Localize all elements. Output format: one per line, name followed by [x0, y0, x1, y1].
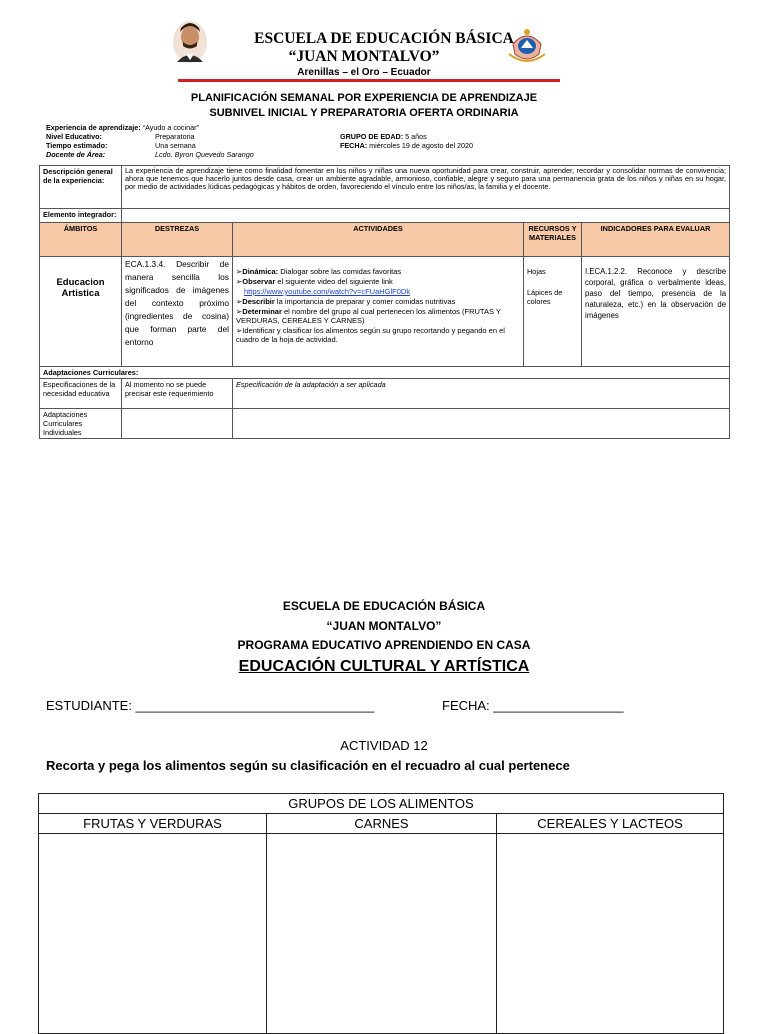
activity-item: ➢Dinámica: Dialogar sobre las comidas favoritas	[236, 267, 402, 276]
group-header-fruits: FRUTAS Y VERDURAS	[39, 814, 267, 834]
header-divider	[178, 79, 560, 82]
crest-icon	[505, 24, 549, 68]
teacher-label: Docente de Área:	[46, 150, 106, 159]
activity-title: ACTIVIDAD 12	[340, 738, 428, 753]
meats-paste-area[interactable]	[267, 834, 497, 1034]
experience-row	[46, 123, 199, 132]
destreza-cell: ECA.1.3.4. Describir de manera sencilla los significados de imágenes del contexto próximo (ingredientes de cosina) que forman parte del entorno	[122, 257, 233, 367]
food-groups-table	[38, 793, 724, 1034]
student-line: _________________________________	[135, 698, 375, 713]
group-header-cereals: CEREALES Y LACTEOS	[497, 814, 724, 834]
description-label: Descripción general de la experiencia:	[40, 166, 122, 209]
sheet-date-label: FECHA:	[442, 698, 490, 713]
spec-label: Especificaciones de la necesidad educativa	[40, 379, 122, 409]
sheet-subject: EDUCACIÓN CULTURAL Y ARTÍSTICA	[238, 658, 530, 675]
sheet-school-name: ESCUELA DE EDUCACIÓN BÁSICA	[282, 599, 486, 613]
cereals-paste-area[interactable]	[497, 834, 724, 1034]
description-value: La experiencia de aprendizaje tiene como finalidad fomentar en los niños y niñas una nueva oportunidad para crear, construir, aprender, recordar y consolidar normas de convivencia; ahora que tenemos que hacerlo juntos desde casa, crear un ambiente agradable, armonioso, confiable, alegre y seguro para una permanencia grata de los niños y niñas en su hogar, por medio de actividades lúdicas pedagógicas y hábitos de orden, favoreciendo el vínculo entre los niños/as, la familia y el docente.	[122, 166, 730, 209]
food-groups-title: GRUPOS DE LOS ALIMENTOS	[39, 794, 724, 814]
teacher-value: Lcdo. Byron Quevedo Sarango	[155, 150, 254, 159]
col-ambitos: ÁMBITOS	[40, 223, 122, 257]
activity-item: ➢Describir la importancia de preparar y comer comidas nutritivas	[236, 297, 456, 306]
school-location: Arenillas – el Oro – Ecuador	[297, 67, 431, 78]
date-row	[340, 141, 473, 150]
date-field[interactable]	[442, 698, 623, 713]
indicator-cell: I.ECA.1.2.2. Reconoce y describe corporal, gráfica o verbalmente ideas, paso del tiempo, presencia de la naturaleza, etc.) en la observación de imágenes	[582, 257, 730, 367]
activity-instruction: Recorta y pega los alimentos según su clasificación en el recuadro al cual pertenece	[46, 758, 570, 773]
activity-link-row	[236, 287, 520, 296]
activities-cell	[233, 257, 524, 367]
school-name: ESCUELA DE EDUCACIÓN BÁSICA	[254, 30, 514, 47]
level-label: Nivel Educativo:	[46, 132, 102, 141]
time-label: Tiempo estimado:	[46, 141, 108, 150]
student-label: ESTUDIANTE:	[46, 698, 132, 713]
video-link[interactable]: https://www.youtube.com/watch?v=cFUaHGlF0Dk	[244, 287, 411, 296]
activity-item: ➢Identificar y clasificar los alimentos según su grupo recortando y pegando en el cuadro de la hoja de actividad.	[236, 326, 505, 344]
student-field[interactable]	[46, 698, 374, 713]
integrator-value	[122, 209, 730, 223]
date-label: FECHA:	[340, 141, 368, 150]
activities-list	[236, 267, 520, 344]
plan-subtitle: SUBNIVEL INICIAL Y PREPARATORIA OFERTA ORDINARIA	[209, 107, 519, 119]
date-value: miércoles 19 de agosto del 2020	[369, 141, 474, 150]
individual-value	[122, 409, 233, 439]
activity-item: ➢Observar el siguiente video del siguiente link	[236, 277, 393, 286]
experience-label: Experiencia de aprendizaje:	[46, 123, 141, 132]
individual-note	[233, 409, 730, 439]
individual-label: Adaptaciones Curriculares Individuales	[40, 409, 122, 439]
spec-note: Especificación de la adaptación a ser aplicada	[233, 379, 730, 409]
level-value: Preparatoria	[155, 132, 195, 141]
school-subname: “JUAN MONTALVO”	[288, 48, 440, 65]
time-value: Una semana	[155, 141, 196, 150]
integrator-label: Elemento integrador:	[40, 209, 122, 223]
fruits-paste-area[interactable]	[39, 834, 267, 1034]
col-actividades: ACTIVIDADES	[233, 223, 524, 257]
group-header-meats: CARNES	[267, 814, 497, 834]
adaptations-title: Adaptaciones Curriculares:	[40, 367, 730, 379]
col-destrezas: DESTREZAS	[122, 223, 233, 257]
col-recursos: RECURSOS Y MATERIALES	[524, 223, 582, 257]
planning-table	[39, 165, 730, 439]
sheet-date-line: __________________	[493, 698, 624, 713]
sheet-school-subname: “JUAN MONTALVO”	[326, 619, 442, 633]
col-indicadores: INDICADORES PARA EVALUAR	[582, 223, 730, 257]
activity-item: ➢Determinar el nombre del grupo al cual pertenecen los alimentos (FRUTAS Y VERDURAS, CEREALES Y CARNES)	[236, 307, 501, 325]
age-row	[340, 132, 427, 141]
sheet-program: PROGRAMA EDUCATIVO APRENDIENDO EN CASA	[237, 638, 531, 652]
resource-item: Lápices de colores	[527, 288, 563, 306]
experience-value: “Ayudo a cocinar”	[142, 123, 199, 132]
age-label: GRUPO DE EDAD:	[340, 132, 404, 141]
spec-value: Al momento no se puede precisar este requerimiento	[122, 379, 233, 409]
age-value: 5 años	[405, 132, 427, 141]
resource-item: Hojas	[527, 267, 546, 276]
plan-title: PLANIFICACIÓN SEMANAL POR EXPERIENCIA DE APRENDIZAJE	[190, 92, 538, 104]
ambito-cell: Educacion Artistica	[40, 257, 122, 367]
resources-cell	[524, 257, 582, 367]
